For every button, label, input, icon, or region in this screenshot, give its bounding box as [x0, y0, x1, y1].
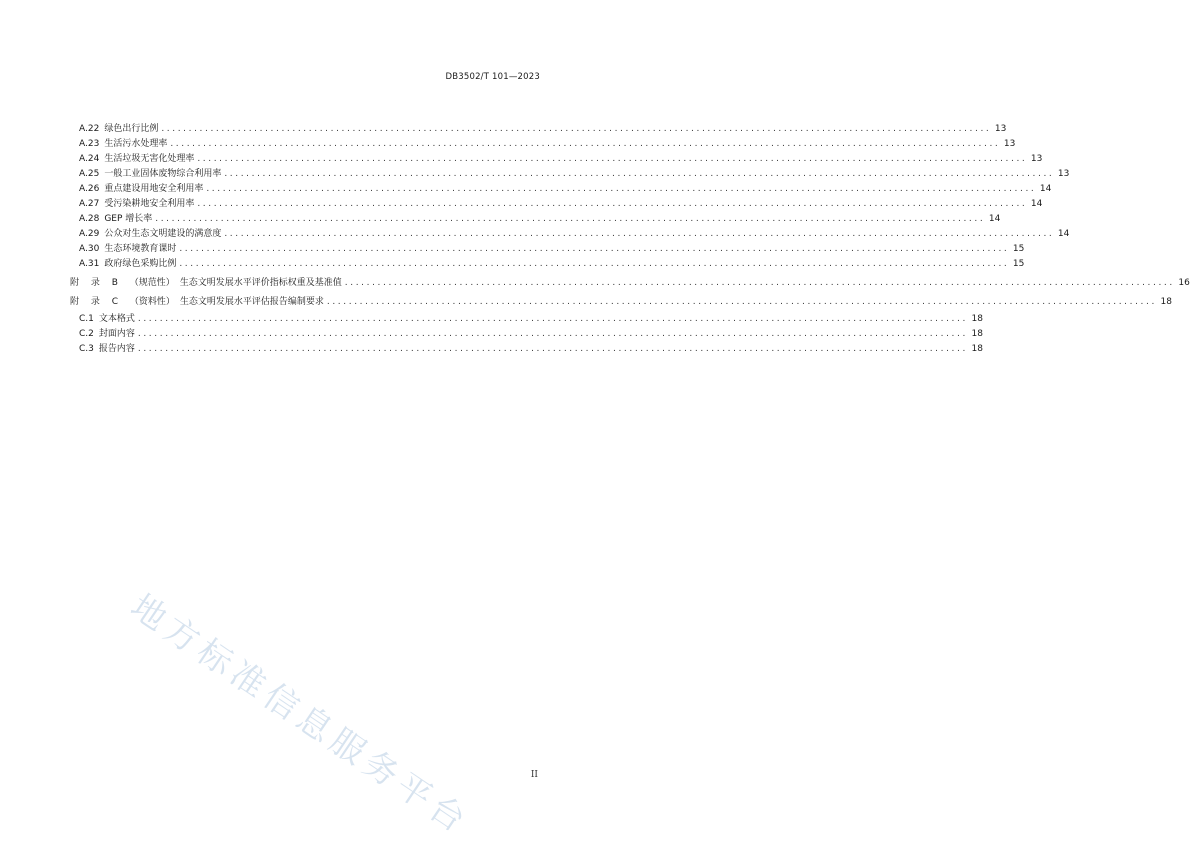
toc-entry-a23[interactable] — [79, 137, 1016, 152]
toc-entry-page: 14 — [1030, 199, 1043, 209]
toc-entry-a22[interactable] — [79, 122, 1007, 137]
toc-leader-dots: ........................................................................................................................................................ — [179, 259, 1010, 269]
toc-leader-dots: ........................................................................................................................................................ — [206, 184, 1037, 194]
toc-entry-number: A.24 — [79, 154, 100, 164]
toc-leader-dots: ........................................................................................................................................................ — [224, 229, 1055, 239]
toc-entry-number: A.27 — [79, 199, 100, 209]
toc-entry-number: A.30 — [79, 244, 100, 254]
toc-entry-title: 生态文明发展水平评价指标权重及基准值 — [179, 278, 342, 288]
toc-entry-title: 重点建设用地安全利用率 — [104, 184, 204, 194]
toc-entry-page: 18 — [1160, 297, 1172, 307]
toc-entry-number: A.25 — [79, 169, 100, 179]
toc-entry-title: 公众对生态文明建设的满意度 — [104, 229, 222, 239]
toc-entry-a26[interactable] — [79, 182, 1052, 197]
toc-leader-dots: ........................................................................................................................................................ — [170, 139, 1001, 149]
watermark: 地方标准信息服务平台 — [123, 586, 478, 844]
toc-entry-number: A.29 — [79, 229, 100, 239]
toc-entry-number: C.3 — [79, 344, 94, 354]
toc-entry-a31[interactable] — [79, 257, 1025, 272]
toc-entry-page: 15 — [1012, 259, 1025, 269]
toc-entry-a28[interactable] — [79, 212, 1001, 227]
toc-entry-a27[interactable] — [79, 197, 1043, 212]
toc-entry-number: A.26 — [79, 184, 100, 194]
toc-entry-title: 生活污水处理率 — [104, 139, 168, 149]
toc-entry-number: C.1 — [79, 314, 94, 324]
toc-leader-dots: ........................................................................................................................................................ — [326, 297, 1157, 307]
toc-entry-page: 13 — [1057, 169, 1070, 179]
toc-entry-c1[interactable] — [79, 312, 983, 327]
toc-leader-dots: ........................................................................................................................................................ — [155, 214, 986, 224]
toc-entry-page: 13 — [1030, 154, 1043, 164]
toc-leader-dots: ........................................................................................................................................................ — [137, 329, 968, 339]
toc-entry-title: 受污染耕地安全利用率 — [104, 199, 195, 209]
toc-entry-page: 18 — [971, 329, 983, 339]
toc-entry-number: C.2 — [79, 329, 94, 339]
toc-entry-c3[interactable] — [79, 342, 983, 357]
toc-entry-annex-b[interactable] — [70, 276, 1190, 291]
toc-entry-number: A.28 — [79, 214, 100, 224]
toc-leader-dots: ........................................................................................................................................................ — [137, 344, 968, 354]
document-code: DB3502/T 101—2023 — [445, 72, 540, 82]
toc-entry-page: 14 — [988, 214, 1001, 224]
toc-entry-page: 15 — [1012, 244, 1025, 254]
toc-leader-dots: ........................................................................................................................................................ — [179, 244, 1010, 254]
toc-entry-title: 政府绿色采购比例 — [104, 259, 177, 269]
toc-entry-title: 封面内容 — [98, 329, 135, 339]
toc-entry-title: 生态文明发展水平评估报告编制要求 — [179, 297, 324, 307]
toc-leader-dots: ........................................................................................................................................................ — [197, 199, 1028, 209]
page-number: II — [530, 770, 538, 780]
toc-entry-a25[interactable] — [79, 167, 1070, 182]
toc-entry-a24[interactable] — [79, 152, 1043, 167]
toc-entry-number: A.22 — [79, 124, 100, 134]
toc-entry-page: 18 — [971, 314, 983, 324]
toc-leader-dots: ........................................................................................................................................................ — [197, 154, 1028, 164]
toc-entry-title: 绿色出行比例 — [104, 124, 159, 134]
toc-entry-number: A.31 — [79, 259, 100, 269]
toc-entry-title: 文本格式 — [98, 314, 135, 324]
annex-label: 附 录 B （规范性） — [70, 278, 175, 288]
toc-entry-annex-c[interactable] — [70, 295, 1172, 310]
annex-label: 附 录 C （资料性） — [70, 297, 175, 307]
toc-leader-dots: ........................................................................................................................................................ — [137, 314, 968, 324]
toc-entry-number: A.23 — [79, 139, 100, 149]
toc-entry-page: 13 — [994, 124, 1007, 134]
toc-leader-dots: ........................................................................................................................................................ — [224, 169, 1055, 179]
toc-entry-page: 16 — [1178, 278, 1190, 288]
toc-entry-c2[interactable] — [79, 327, 983, 342]
toc-entry-title: 生活垃圾无害化处理率 — [104, 154, 195, 164]
toc-entry-a29[interactable] — [79, 227, 1070, 242]
toc-entry-page: 14 — [1039, 184, 1052, 194]
toc-leader-dots: ........................................................................................................................................................ — [161, 124, 992, 134]
toc-entry-a30[interactable] — [79, 242, 1025, 257]
toc-entry-page: 13 — [1003, 139, 1016, 149]
toc-entry-page: 14 — [1057, 229, 1070, 239]
toc-leader-dots: ........................................................................................................................................................ — [344, 278, 1175, 288]
toc-entry-title: 生态环境教育课时 — [104, 244, 177, 254]
toc-entry-page: 18 — [971, 344, 983, 354]
toc-entry-title: 报告内容 — [98, 344, 135, 354]
toc-entry-title: GEP 增长率 — [104, 214, 153, 224]
toc-entry-title: 一般工业固体废物综合利用率 — [104, 169, 222, 179]
